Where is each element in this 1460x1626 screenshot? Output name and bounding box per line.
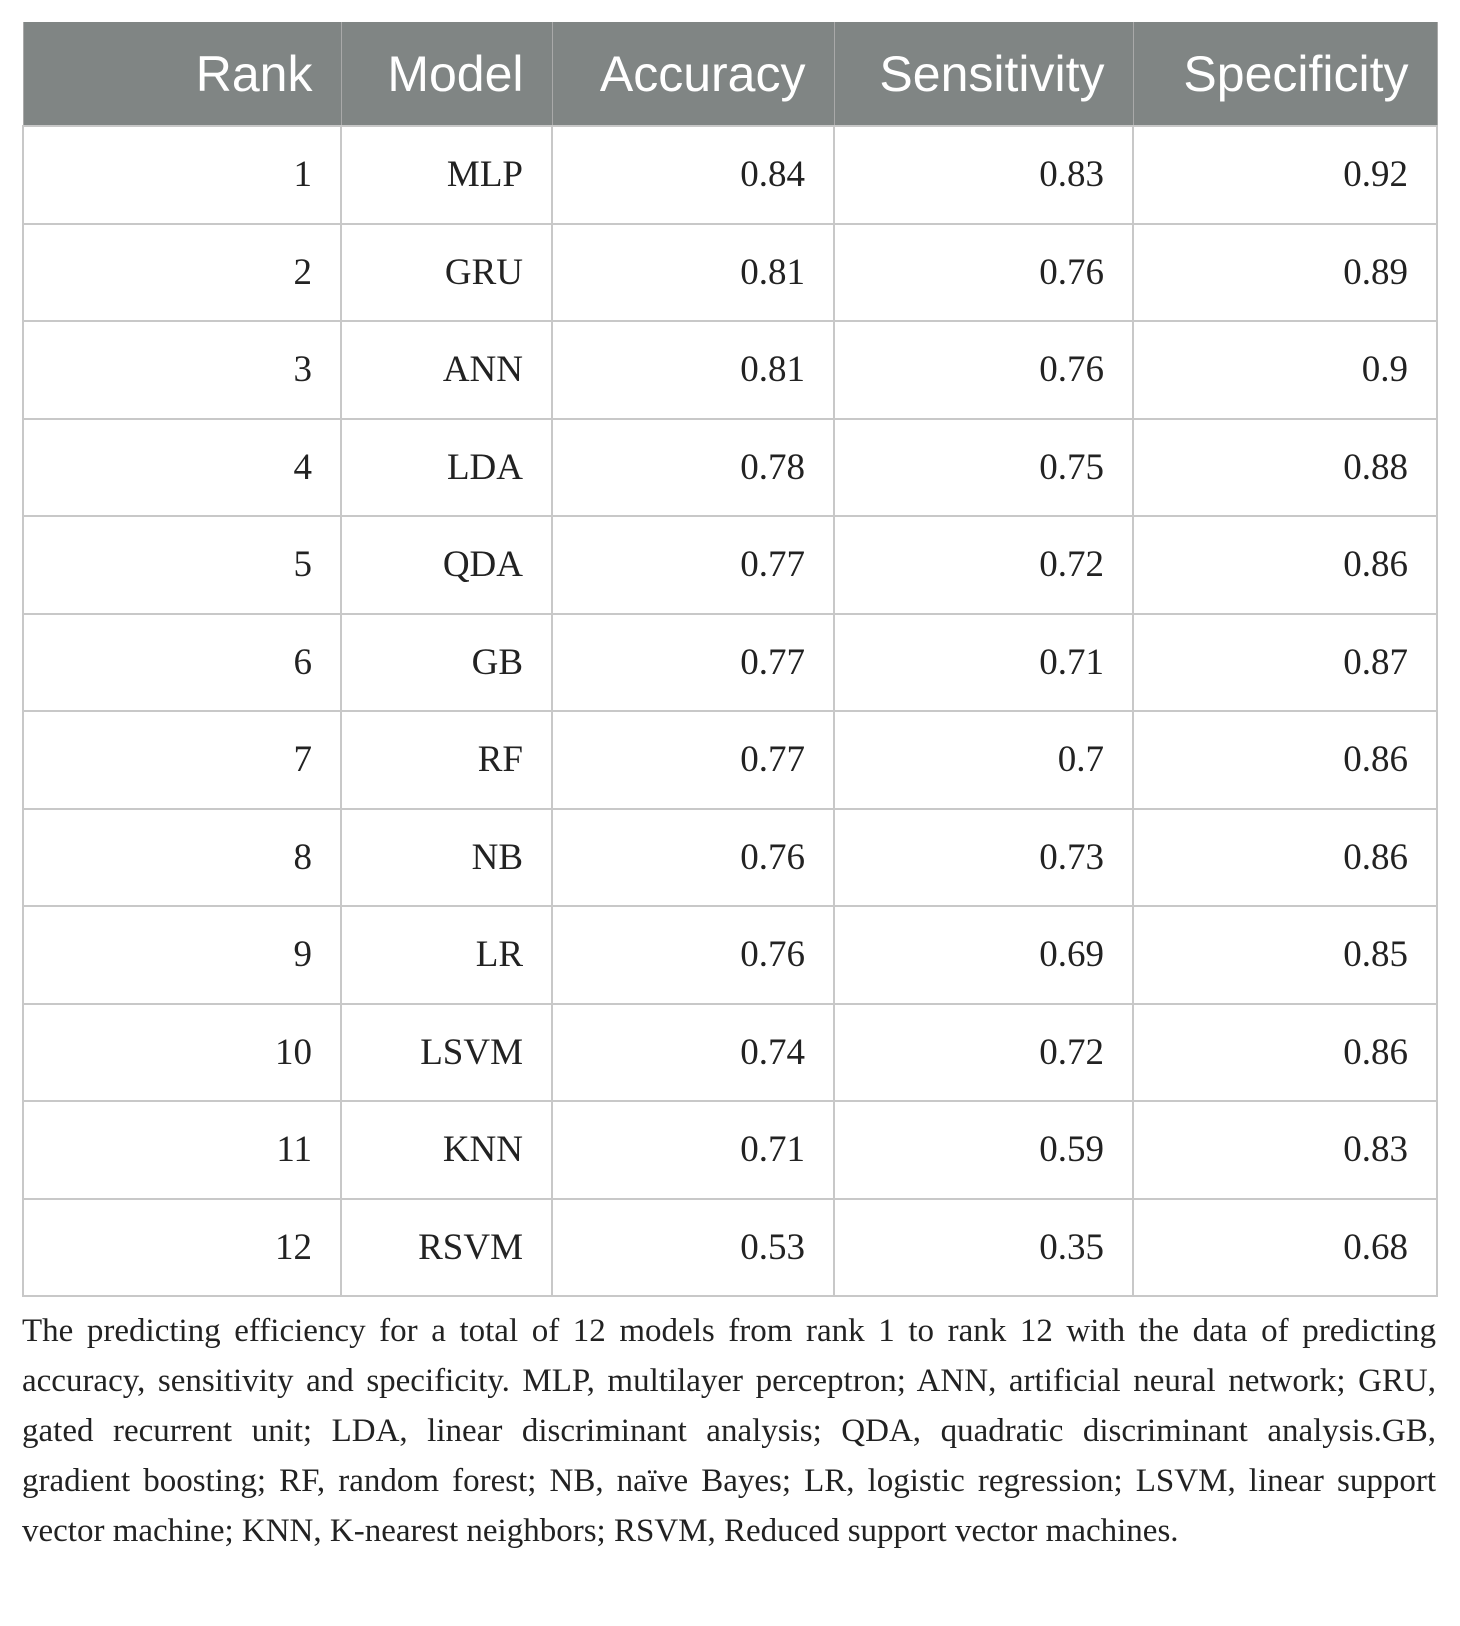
cell-specificity: 0.83 — [1133, 1101, 1437, 1199]
cell-accuracy: 0.74 — [552, 1004, 834, 1102]
cell-accuracy: 0.77 — [552, 711, 834, 809]
cell-specificity: 0.92 — [1133, 126, 1437, 224]
cell-rank: 8 — [23, 809, 341, 907]
table-row — [23, 224, 1437, 322]
cell-specificity: 0.86 — [1133, 809, 1437, 907]
cell-model: KNN — [341, 1101, 552, 1199]
table-row — [23, 1004, 1437, 1102]
cell-sensitivity: 0.73 — [834, 809, 1133, 907]
cell-model: NB — [341, 809, 552, 907]
table-row — [23, 126, 1437, 224]
cell-accuracy: 0.76 — [552, 906, 834, 1004]
cell-accuracy: 0.76 — [552, 809, 834, 907]
cell-sensitivity: 0.7 — [834, 711, 1133, 809]
cell-sensitivity: 0.69 — [834, 906, 1133, 1004]
table-body — [23, 126, 1437, 1296]
table-row — [23, 614, 1437, 712]
table-header — [23, 22, 1437, 126]
cell-specificity: 0.9 — [1133, 321, 1437, 419]
table-row — [23, 906, 1437, 1004]
cell-sensitivity: 0.72 — [834, 516, 1133, 614]
cell-rank: 5 — [23, 516, 341, 614]
results-table — [22, 22, 1438, 1297]
cell-model: QDA — [341, 516, 552, 614]
cell-model: GRU — [341, 224, 552, 322]
header-accuracy: Accuracy — [552, 22, 834, 126]
table-row — [23, 711, 1437, 809]
cell-specificity: 0.86 — [1133, 711, 1437, 809]
table-row — [23, 1101, 1437, 1199]
cell-rank: 4 — [23, 419, 341, 517]
cell-model: LR — [341, 906, 552, 1004]
header-specificity: Specificity — [1133, 22, 1437, 126]
cell-model: MLP — [341, 126, 552, 224]
cell-specificity: 0.88 — [1133, 419, 1437, 517]
table-row — [23, 809, 1437, 907]
header-model: Model — [341, 22, 552, 126]
cell-sensitivity: 0.71 — [834, 614, 1133, 712]
cell-sensitivity: 0.35 — [834, 1199, 1133, 1297]
cell-specificity: 0.87 — [1133, 614, 1437, 712]
cell-rank: 6 — [23, 614, 341, 712]
cell-model: GB — [341, 614, 552, 712]
cell-sensitivity: 0.59 — [834, 1101, 1133, 1199]
cell-rank: 7 — [23, 711, 341, 809]
table-row — [23, 1199, 1437, 1297]
cell-rank: 12 — [23, 1199, 341, 1297]
cell-sensitivity: 0.76 — [834, 321, 1133, 419]
cell-accuracy: 0.84 — [552, 126, 834, 224]
table-row — [23, 321, 1437, 419]
table-caption: The predicting efficiency for a total of 12 models from rank 1 to rank 12 with the data of predicting accuracy, sensitivity and specificity. MLP, multilayer perceptron; ANN, artificial neural network; GRU, gated recurrent unit; LDA, linear discriminant analysis; QDA, quadratic discriminant analysis.GB, gradient boosting; RF, random forest; NB, naïve Bayes; LR, logistic regression; LSVM, linear support vector machine; KNN, K-nearest neighbors; RSVM, Reduced support vector machines. — [22, 1313, 1436, 1549]
header-row — [23, 22, 1437, 126]
cell-accuracy: 0.81 — [552, 224, 834, 322]
results-table-container — [22, 22, 1436, 1297]
cell-rank: 11 — [23, 1101, 341, 1199]
cell-rank: 10 — [23, 1004, 341, 1102]
cell-accuracy: 0.77 — [552, 614, 834, 712]
cell-specificity: 0.85 — [1133, 906, 1437, 1004]
cell-accuracy: 0.71 — [552, 1101, 834, 1199]
cell-model: LSVM — [341, 1004, 552, 1102]
cell-accuracy: 0.77 — [552, 516, 834, 614]
header-sensitivity: Sensitivity — [834, 22, 1133, 126]
cell-sensitivity: 0.75 — [834, 419, 1133, 517]
cell-specificity: 0.86 — [1133, 1004, 1437, 1102]
cell-model: RSVM — [341, 1199, 552, 1297]
cell-specificity: 0.89 — [1133, 224, 1437, 322]
cell-rank: 9 — [23, 906, 341, 1004]
cell-specificity: 0.86 — [1133, 516, 1437, 614]
cell-model: LDA — [341, 419, 552, 517]
cell-sensitivity: 0.76 — [834, 224, 1133, 322]
cell-accuracy: 0.78 — [552, 419, 834, 517]
table-row — [23, 516, 1437, 614]
cell-accuracy: 0.81 — [552, 321, 834, 419]
cell-rank: 2 — [23, 224, 341, 322]
cell-model: RF — [341, 711, 552, 809]
header-rank: Rank — [23, 22, 341, 126]
cell-rank: 1 — [23, 126, 341, 224]
cell-sensitivity: 0.83 — [834, 126, 1133, 224]
table-row — [23, 419, 1437, 517]
cell-model: ANN — [341, 321, 552, 419]
cell-accuracy: 0.53 — [552, 1199, 834, 1297]
cell-sensitivity: 0.72 — [834, 1004, 1133, 1102]
cell-specificity: 0.68 — [1133, 1199, 1437, 1297]
cell-rank: 3 — [23, 321, 341, 419]
